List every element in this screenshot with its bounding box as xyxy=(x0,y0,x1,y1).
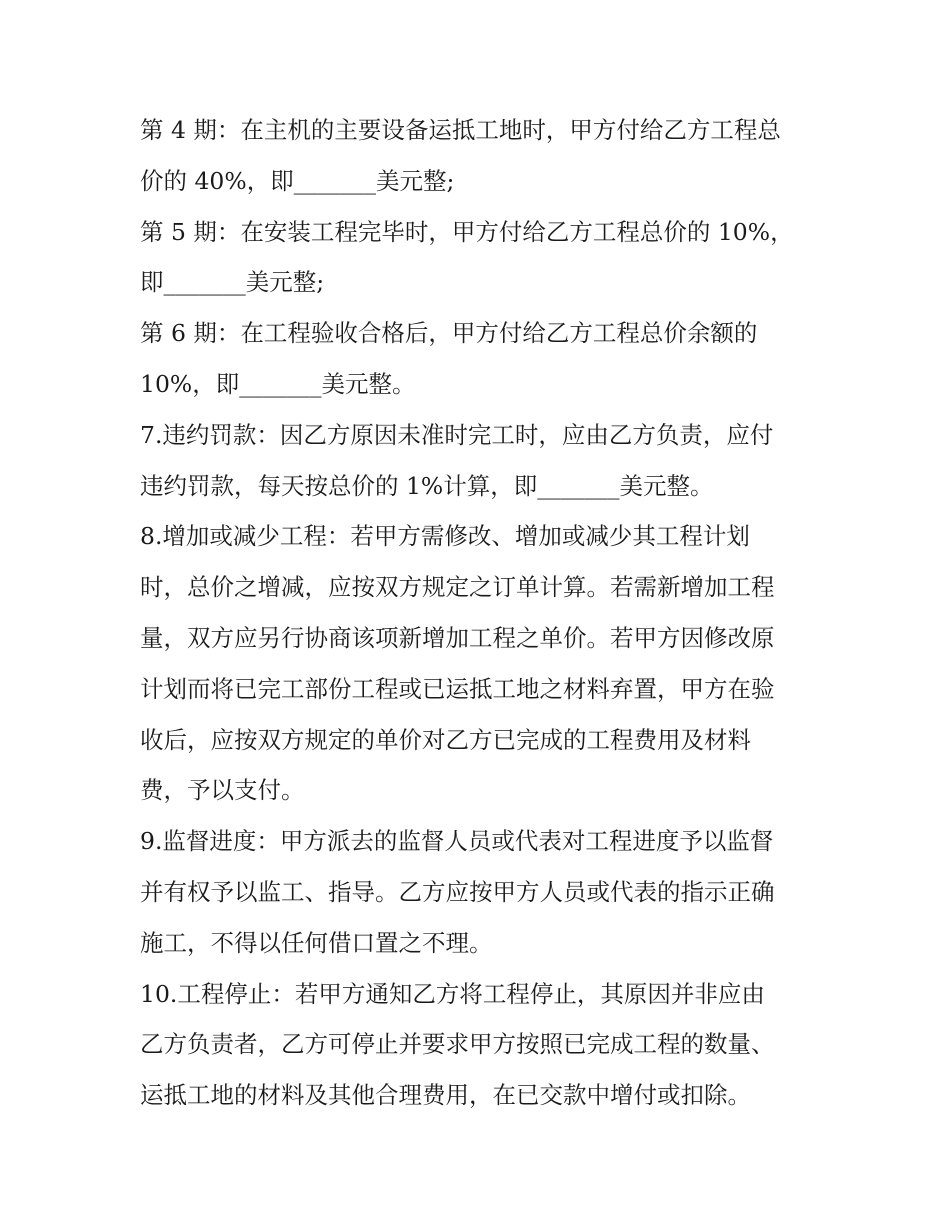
text-line: 并有权予以监工、指导。乙方应按甲方人员或代表的指示正确 xyxy=(140,877,775,906)
text-line: 价的 40%，即_______美元整; xyxy=(140,166,455,195)
paragraph-phase-5 xyxy=(140,207,812,309)
document-body xyxy=(140,105,812,1121)
text-line: 时，总价之增减，应按双方规定之订单计算。若需新增加工程 xyxy=(140,573,775,602)
text-line: 费，予以支付。 xyxy=(140,776,305,805)
text-line: 第 6 期：在工程验收合格后，甲方付给乙方工程总价余额的 xyxy=(140,319,758,348)
text-line: 施工，不得以任何借口置之不理。 xyxy=(140,928,493,957)
text-line: 收后，应按双方规定的单价对乙方已完成的工程费用及材料 xyxy=(140,725,751,754)
text-line: 10%，即_______美元整。 xyxy=(140,369,416,398)
text-line: 违约罚款，每天按总价的 1%计算，即_______美元整。 xyxy=(140,471,714,500)
text-line: 第 5 期：在安装工程完毕时，甲方付给乙方工程总价的 10%， xyxy=(140,217,794,246)
text-line: 运抵工地的材料及其他合理费用，在已交款中增付或扣除。 xyxy=(140,1081,751,1110)
text-line: 计划而将已完工部份工程或已运抵工地之材料弃置，甲方在验 xyxy=(140,674,775,703)
paragraph-phase-6 xyxy=(140,308,812,410)
text-line: 7.违约罚款：因乙方原因未准时完工时，应由乙方负责，应付 xyxy=(140,420,774,449)
text-line: 8.增加或减少工程：若甲方需修改、增加或减少其工程计划 xyxy=(140,522,750,551)
text-line: 10.工程停止：若甲方通知乙方将工程停止，其原因并非应由 xyxy=(140,979,765,1008)
text-line: 量，双方应另行协商该项新增加工程之单价。若甲方因修改原 xyxy=(140,623,775,652)
paragraph-clause-10-stoppage xyxy=(140,969,812,1121)
paragraph-clause-8-changes xyxy=(140,511,812,816)
text-line: 第 4 期：在主机的主要设备运抵工地时，甲方付给乙方工程总 xyxy=(140,116,781,144)
text-line: 乙方负责者，乙方可停止并要求甲方按照已完成工程的数量、 xyxy=(140,1030,775,1059)
paragraph-clause-7-penalty xyxy=(140,410,812,512)
text-line: 9.监督进度：甲方派去的监督人员或代表对工程进度予以监督 xyxy=(140,827,774,856)
paragraph-phase-4 xyxy=(140,105,812,207)
text-line: 即_______美元整; xyxy=(140,268,325,297)
paragraph-clause-9-supervision xyxy=(140,816,812,968)
